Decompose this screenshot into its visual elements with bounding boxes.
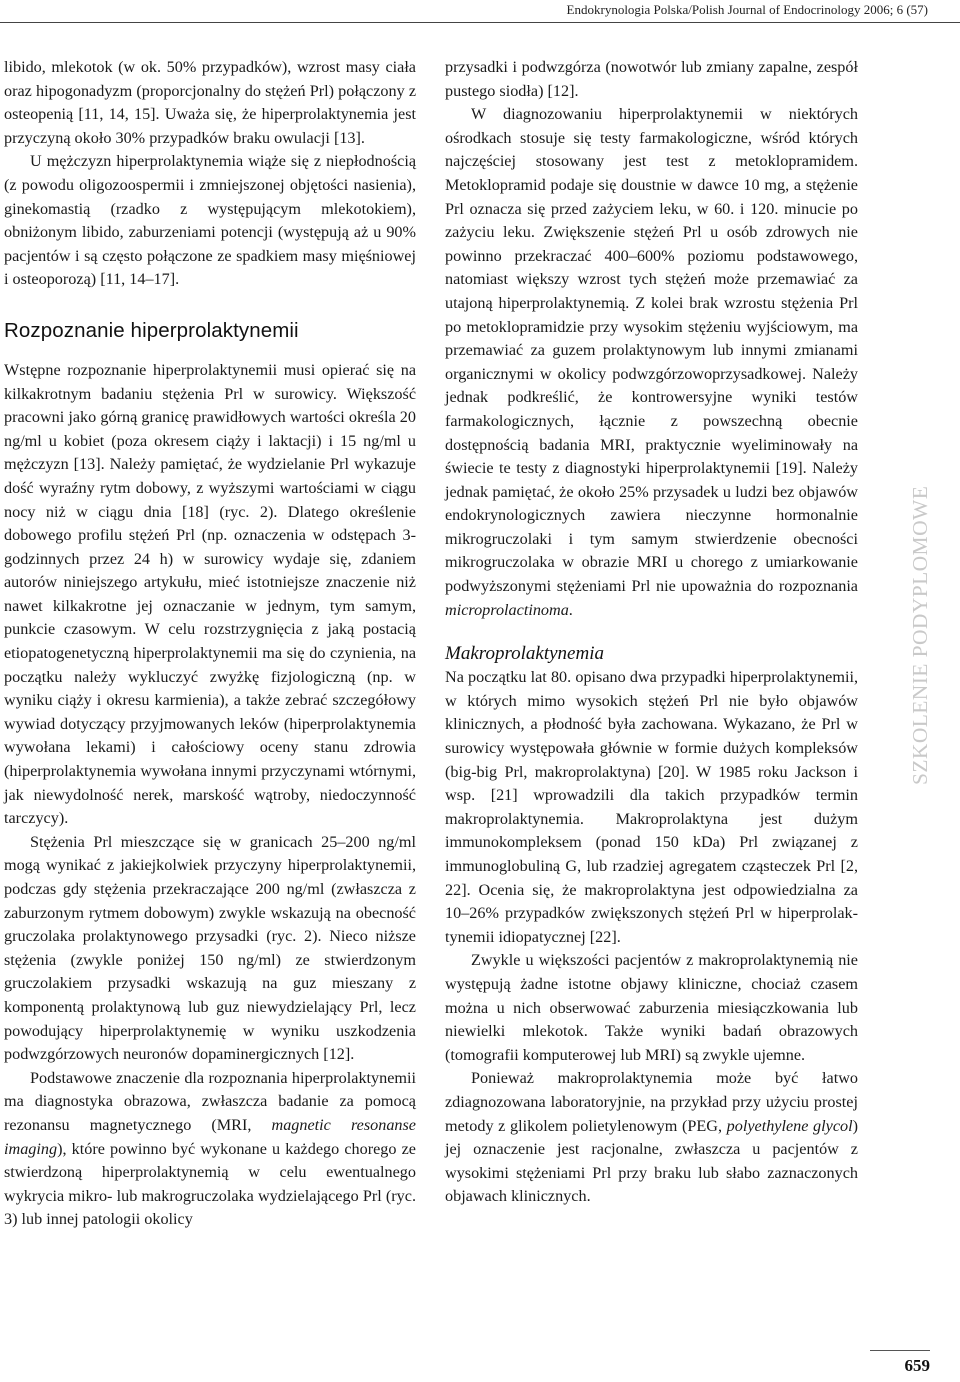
journal-header: Endokrynologia Polska/Polish Journal of Endocrinology 2006; 6 (57): [566, 2, 928, 17]
paragraph-text: W diagnozowaniu hiperprolaktynemii w niektórych ośrodkach stosuje się testy farmakologiczne, wśród których najczęściej stosowany jest test z metoklopramidem. Metoklopramid podaje się doustnie w dawce 10 mg, a stężenie Prl oznacza się przed zażyciem leku, w 60. i 120. minucie po zażyciu leku. Zwiększenie stężeń Prl u osób zdrowych nie powinno przekraczać 400–600% poziomu podstawowego, natomiast większy wzrost tych stężeń może przemawiać za utajoną hiperprolaktynemią. Z kolei brak wzrostu stężenia Prl po metoklopramidzie przy wysokim stężeniu wyjściowym, ma przemawiać za guzem prolaktynowym lub innymi zmianami organicznymi w okolicy podwzgórzowoprzysadkowej. Należy jednak podkreślić, że kontrowersyjne wyniki testów farmakologicznych, łącznie z powszechną obecnie dostępnością badania MRI, praktycznie wyeliminowały na świecie te testy z diagnostyki hiperprolaktynemii [19]. Należy jednak pamiętać, że około 25% przysadek u ludzi bez objawów endokrynologicznych zawiera nieczynne hormonalnie mikrogruczolaki i tym samym stwierdzenie obecności mikrogruczolaka w obrazie MRI u chorego z umiarkowanie podwyższonymi stężeniami Prl nie upoważnia do rozpoznania: [445, 105, 858, 596]
paragraph: [445, 1067, 858, 1209]
page-number: 659: [904, 1356, 930, 1375]
italic-term: polyethylene glycol: [726, 1116, 853, 1135]
paragraph-text: Podstawowe znaczenie dla rozpoznania hiperprolaktynemii ma diagnostyka obrazowa, zwłaszcza badanie za pomocą rezonansu magnetycznego (MRI,: [4, 1068, 416, 1134]
paragraph-text: Ponieważ makroprolaktynemia może być łatwo zdiagnozowana laboratoryjnie, na przykład przy użyciu prostej metody z glikolem polietylenowym (PEG,: [445, 1069, 858, 1135]
right-column: [445, 56, 858, 1209]
paragraph: Zwykle u większości pacjentów z makroprolaktynemią nie występują żadne istotne objawy kliniczne, chociaż czasem można u nich obserwować zaburzenia miesiączkowania lub niewielki mlekotok. Także wyniki badań obrazowych (tomografii komputerowej lub MRI) są zwykle ujemne.: [445, 951, 858, 1064]
footer-rule: [870, 1350, 930, 1351]
paragraph: Na początku lat 80. opisano dwa przypadki hiperprolaktynemii, w których mimo wysokich stężeń Prl nie było objawów klinicznych, a płodność była zachowana. Wykazano, że Prl w surowicy występowała głównie w formie dużych kompleksów (big-big Prl, makroprolaktyna) [20]. W 1985 roku Jackson i wsp. [21] wprowadzili dla takich przypadków termin makroprolaktynemia. Makroprolaktyna jest dużym immunokompleksem (ponad 150 kDa) Prl związanej z immunoglobuliną G, lub rzadziej agregatem cząsteczek Prl [2, 22]. Ocenia się, że makroprolaktyna jest odpowiedzialna za 10–26% przypadków zwiększonych stężeń Prl w hiperprolaktynemii idiopatycznej [22].: [445, 668, 858, 946]
sidebar-label-text: SZKOLENIE PODYPLOMOWE: [908, 485, 932, 785]
paragraph: [445, 103, 858, 622]
paragraph: przysadki i podwzgórza (nowotwór lub zmiany zapalne, zespół pustego siodła) [12].: [445, 58, 858, 100]
paragraph-text: ), które powinno być wykonane u każdego chorego ze stwierdzoną hiperprolaktynemią w celu ewentualnego wykrycia mikro- lub makrogruczolaka wydzielającego Prl (ryc. 3) lub innej patologii okolicy: [4, 1139, 416, 1229]
paragraph: Stężenia Prl mieszczące się w granicach 25–200 ng/ml mogą wynikać z jakiejkolwiek przyczyny hiperprolaktynemii, podczas gdy stężenia przekraczające 200 ng/ml (zwłaszcza z zaburzonym rytmem dobowym) zwykle wskazują na obecność gruczolaka prolaktynowego przysadki (ryc. 2). Nieco niższe stężenia (zwykle poniżej 150 ng/ml) ze stwierdzonym gruczolakiem przysadki wskazują na guz mieszany z komponentą prolaktynową lub guz niewydzielający Prl, lecz powodujący hiperprolaktynemię w wyniku uszkodzenia podwzgórzowych neuronów dopaminergicznych [12].: [4, 832, 416, 1064]
italic-term: microprolactinoma: [445, 600, 569, 619]
paragraph-text: ) jej oznaczenie jest racjonalne, zwłaszcza u pacjentów z wysokimi stężeniami Prl przy braku lub słabo zaznaczonych objawach klinicznych.: [445, 1116, 858, 1206]
paragraph: libido, mlekotok (w ok. 50% przypadków), wzrost masy ciała oraz hipogonadyzm (proporcjonalny do stężeń Prl) połączony z osteopenią [11, 14, 15]. Uważa się, że hiperprolaktynemia jest przyczyną około 30% przypadków braku owulacji [13].: [4, 58, 416, 147]
header-rule: [0, 22, 960, 23]
paragraph-text: .: [568, 600, 573, 619]
paragraph: [4, 1067, 416, 1232]
paragraph: U mężczyzn hiperprolaktynemia wiąże się z niepłodnością (z powodu oligozoospermii i zmniejszonej objętości nasienia), ginekomastią (rzadko z występującym mlekotokiem), obniżonym libido, zaburzeniami potencji (występują aż u 90% pacjentów i są często połączone ze spadkiem masy mięśniowej i osteoporozą) [11, 14–17].: [4, 152, 416, 289]
left-column: [4, 56, 416, 1232]
section-sidebar-label: [908, 485, 949, 785]
section-heading: Rozpoznanie hiperprolaktynemii: [4, 318, 299, 342]
paragraph: Wstępne rozpoznanie hiperprolaktynemii musi opierać się na kilkakrotnym badaniu stężenia Prl w surowicy. Większość pracowni jako górną granicę prawidłowych wartości określa 20 ng/ml u kobiet (poza okresem ciąży i laktacji) i 15 ng/ml u mężczyzn [13]. Należy pamiętać, że wydzielanie Prl wykazuje dość wyraźny rytm dobowy, z wyższymi wartościami w ciągu nocy niż w ciągu dnia [18] (ryc. 2). Dlatego określenie dobowego profilu stężeń Prl (np. oznaczenia w odstępach 3-godzinnych przez 24 h) w surowicy wydaje się, zdaniem autorów niniejszego artykułu, mieć istotniejsze znaczenie niż nawet kilkakrotne jej oznaczanie w jednym, tym samym, punkcie czasowym. W celu rozstrzygnięcia z jaką postacią etiopatogenetyczną hiperprolaktynemii ma się do czynienia, na początku należy wykluczyć zwyżkę fizjologiczną (np. w wyniku ciąży i okresu karmienia), a także zebrać szczegółowy wywiad dotyczący przyjmowanych leków (hiperprolaktynemia wywołana lekami) i całościowy oceny stanu zdrowia (hiperprolaktynemia wywołana innymi przyczynami wtórnymi, jak niewydolność nerek, marskość wątroby, niedoczynność tarczycy).: [4, 360, 416, 828]
italic-term: magnetic resonanse imaging: [4, 1115, 416, 1158]
subsection-heading: Makroprolaktynemia: [445, 643, 604, 665]
